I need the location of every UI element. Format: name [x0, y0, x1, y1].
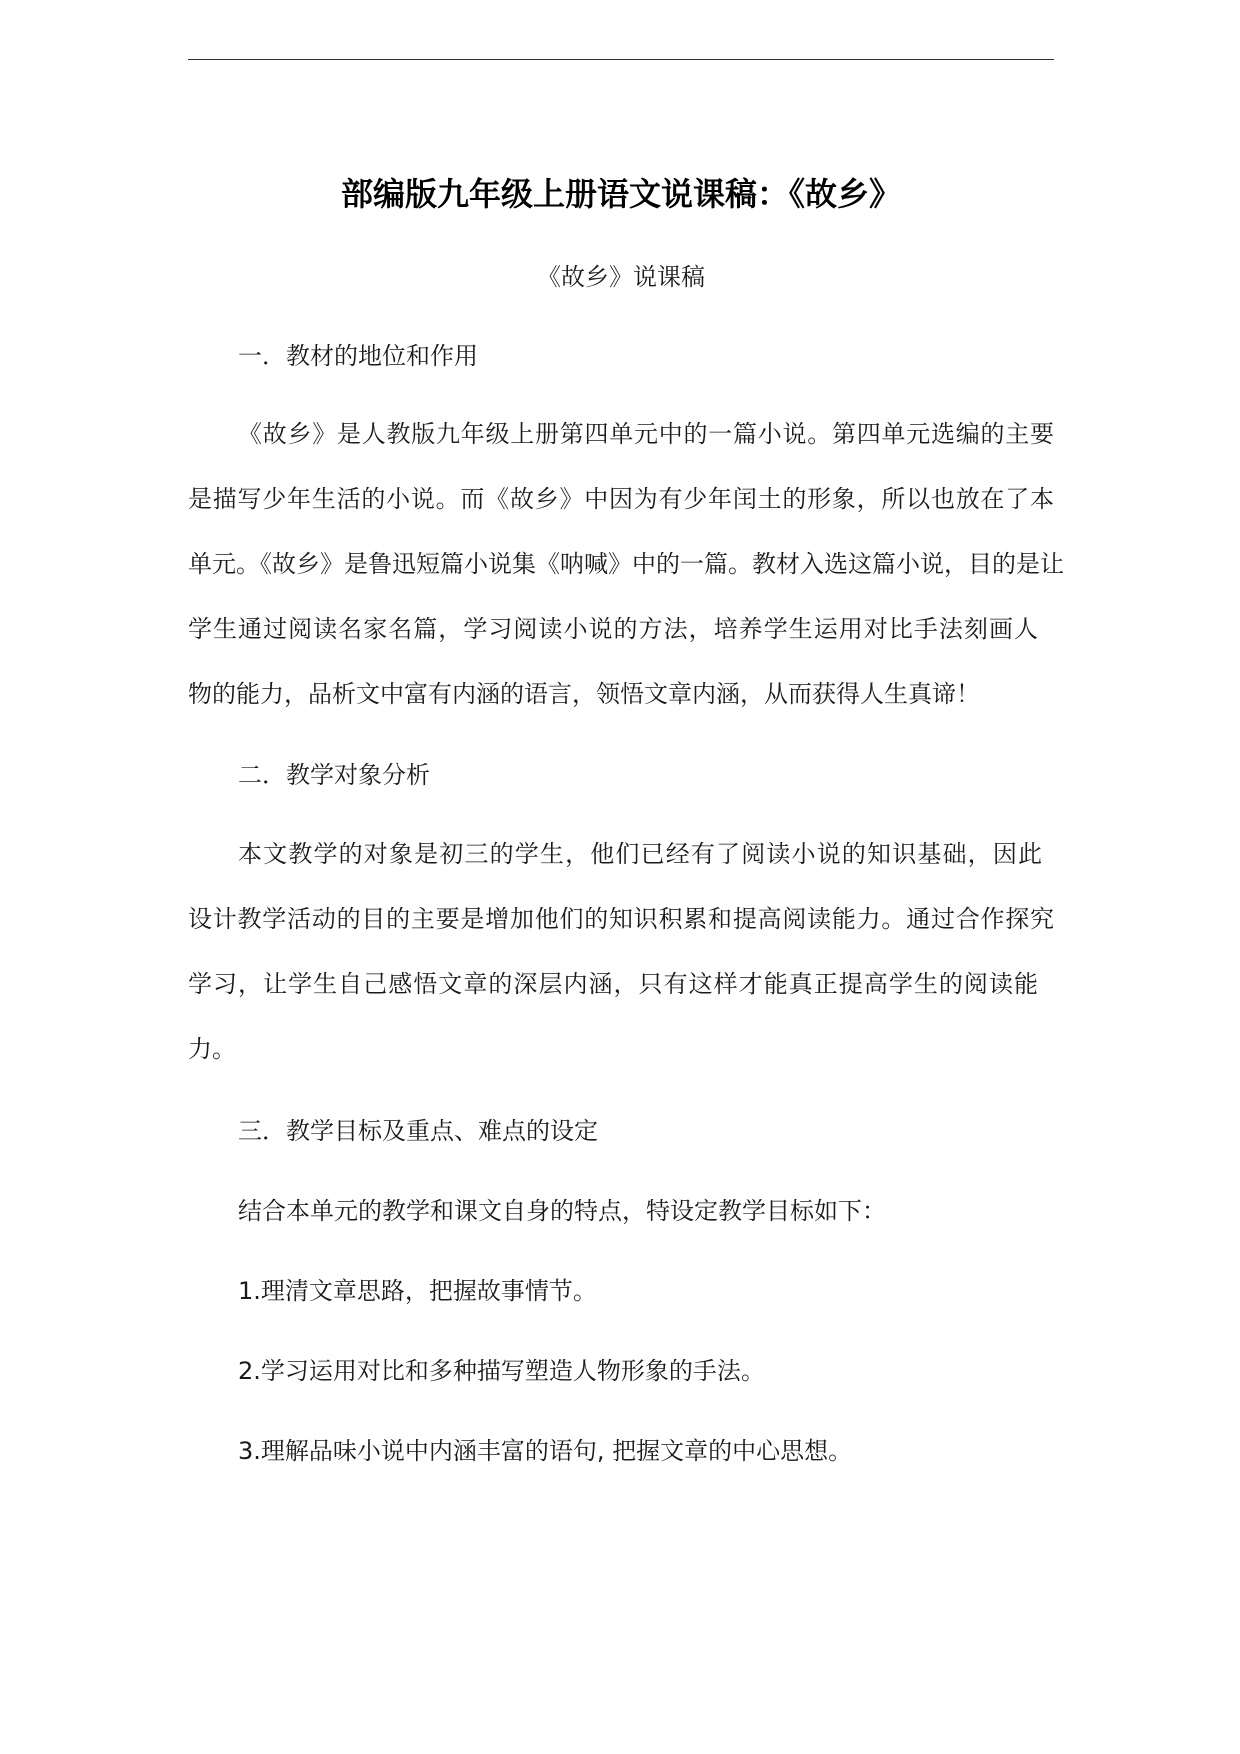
section-3-heading: 三．教学目标及重点、难点的设定 — [238, 1117, 598, 1145]
goal-item: 3.理解品味小说中内涵丰富的语句, 把握文章的中心思想。 — [238, 1437, 853, 1465]
section-1-heading: 一．教材的地位和作用 — [238, 342, 478, 370]
document-title: 部编版九年级上册语文说课稿：《故乡》 — [340, 175, 901, 213]
paragraph-line: 学生通过阅读名家名篇，学习阅读小说的方法，培养学生运用对比手法刻画人 — [188, 615, 1038, 643]
paragraph-line: 是描写少年生活的小说。而《故乡》中因为有少年闰土的形象，所以也放在了本 — [188, 485, 1054, 513]
goal-item: 1.理清文章思路，把握故事情节。 — [238, 1277, 597, 1305]
paragraph-line: 本文教学的对象是初三的学生，他们已经有了阅读小说的知识基础，因此 — [238, 840, 1042, 868]
document-subtitle: 《故乡》说课稿 — [537, 263, 705, 291]
paragraph-line: 设计教学活动的目的主要是增加他们的知识积累和提高阅读能力。通过合作探究 — [188, 905, 1054, 933]
header-rule — [188, 59, 1054, 60]
paragraph-line: 物的能力，品析文中富有内涵的语言，领悟文章内涵，从而获得人生真谛！ — [188, 680, 980, 708]
section-2-heading: 二．教学对象分析 — [238, 761, 430, 789]
paragraph-line: 单元。《故乡》是鲁迅短篇小说集《呐喊》中的一篇。教材入选这篇小说，目的是让 — [188, 550, 1064, 578]
goals-intro: 结合本单元的教学和课文自身的特点，特设定教学目标如下： — [238, 1197, 886, 1225]
paragraph-line: 《故乡》是人教版九年级上册第四单元中的一篇小说。第四单元选编的主要 — [238, 420, 1054, 448]
paragraph-line: 力。 — [188, 1035, 236, 1063]
goal-item: 2.学习运用对比和多种描写塑造人物形象的手法。 — [238, 1357, 765, 1385]
paragraph-line: 学习，让学生自己感悟文章的深层内涵，只有这样才能真正提高学生的阅读能 — [188, 970, 1038, 998]
